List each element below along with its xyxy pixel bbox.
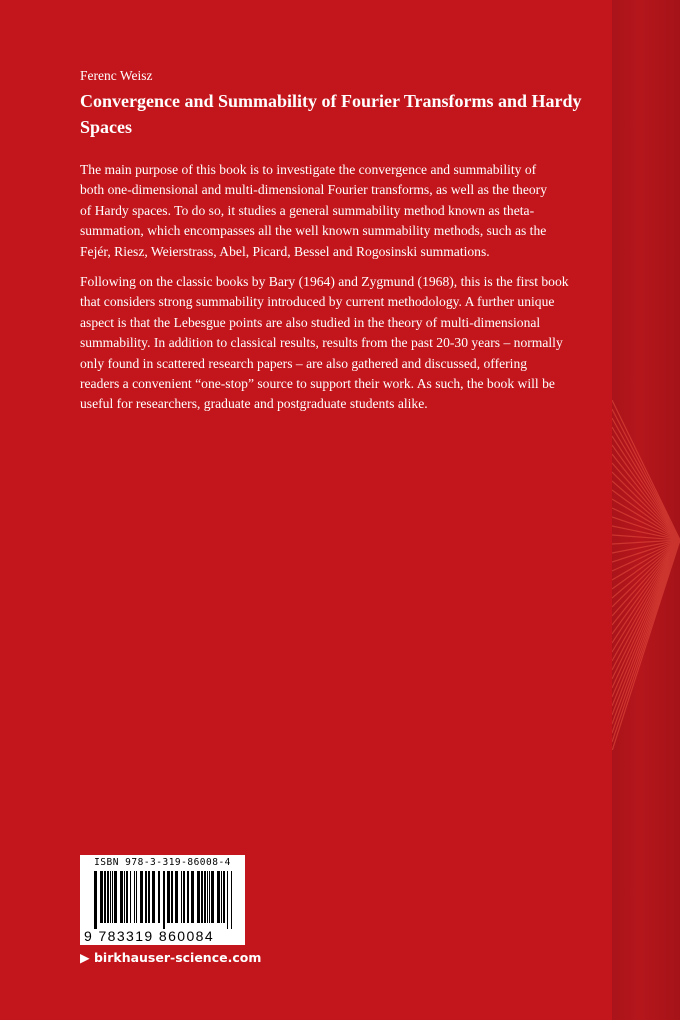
paragraph-2: [80, 272, 620, 415]
text-line: Following on the classic books by Bary (1964) and Zygmund (1968), this is the first book: [80, 274, 569, 290]
paragraph-1: [80, 160, 620, 262]
barcode-bar: [148, 871, 150, 923]
barcode-bar: [134, 871, 135, 923]
barcode-bar: [107, 871, 109, 923]
barcode-bar: [191, 871, 194, 923]
barcode-bar: [130, 871, 131, 923]
barcode-bar: [124, 871, 125, 923]
decorative-pattern: [612, 330, 680, 750]
barcode-bar: [231, 871, 232, 929]
publisher-link[interactable]: [80, 950, 261, 965]
decor-ray: [612, 418, 680, 540]
barcode-bar: [187, 871, 189, 923]
barcode-bar: [223, 871, 225, 923]
barcode-bar: [100, 871, 103, 923]
barcode-bar: [120, 871, 123, 923]
description: [80, 160, 620, 425]
barcode-bar: [110, 871, 111, 923]
barcode-bar: [227, 871, 228, 929]
barcode-bar: [209, 871, 210, 923]
text-line: aspect is that the Lebesgue points are also studied in the theory of multi-dimensional: [80, 314, 541, 330]
barcode-bar: [140, 871, 143, 923]
barcode-bar: [217, 871, 220, 923]
decor-ray: [612, 427, 680, 540]
barcode-bar: [112, 871, 113, 923]
barcode-bar: [114, 871, 117, 923]
text-line: readers a convenient “one-stop” source to support their work. As such, the book will be: [80, 376, 555, 392]
isbn-label: ISBN 978-3-319-86008-4: [94, 857, 231, 868]
barcode-bar: [94, 871, 97, 929]
text-line: both one-dimensional and multi-dimensional Fourier transforms, as well as the theory: [80, 182, 547, 198]
barcode-bar: [181, 871, 182, 923]
barcode-bar: [201, 871, 203, 923]
decor-ray: [612, 540, 680, 625]
barcode-bar: [104, 871, 106, 923]
decor-ray: [612, 445, 680, 540]
barcode-bar: [183, 871, 185, 923]
barcode-bar: [175, 871, 178, 923]
barcode-bar: [197, 871, 200, 923]
publisher-url: birkhauser-science.com: [93, 950, 262, 965]
barcode-bar: [204, 871, 206, 923]
barcode-bar: [145, 871, 147, 923]
barcode-bar: [171, 871, 173, 923]
text-line: summability. In addition to classical results, results from the past 20-30 years – normally: [80, 335, 563, 351]
text-line: The main purpose of this book is to investigate the convergence and summability of: [80, 162, 537, 177]
isbn-barcode: [80, 855, 245, 945]
barcode-bar: [221, 871, 222, 923]
decor-ray: [612, 481, 680, 540]
barcode-digits: 9 783319 860084: [84, 928, 214, 944]
text-line: that considers strong summability introduced by current methodology. A further unique: [80, 294, 555, 310]
author-name: Ferenc Weisz: [80, 68, 153, 83]
barcode-bar: [207, 871, 208, 923]
play-arrow-icon: ▶: [80, 950, 90, 965]
barcode-bar: [126, 871, 128, 923]
text-line: Fejér, Riesz, Weierstrass, Abel, Picard, Bessel and Rogosinski summations.: [80, 243, 490, 259]
decor-ray: [612, 540, 680, 750]
barcode-bars: [94, 871, 234, 929]
book-title: Convergence and Summability of Fourier Transforms and Hardy Spaces: [80, 91, 582, 137]
barcode-bar: [158, 871, 160, 923]
text-line: useful for researchers, graduate and postgraduate students alike.: [80, 396, 428, 412]
text-line: only found in scattered research papers – are also gathered and discussed, offering: [80, 355, 528, 371]
barcode-bar: [152, 871, 155, 923]
text-line: summation, which encompasses all the well known summability methods, such as the: [80, 223, 547, 239]
barcode-bar: [211, 871, 214, 923]
barcode-bar: [136, 871, 137, 923]
barcode-bar: [163, 871, 165, 929]
decor-ray: [612, 472, 680, 540]
text-line: of Hardy spaces. To do so, it studies a general summability method known as theta-: [80, 202, 535, 218]
barcode-bar: [167, 871, 170, 923]
